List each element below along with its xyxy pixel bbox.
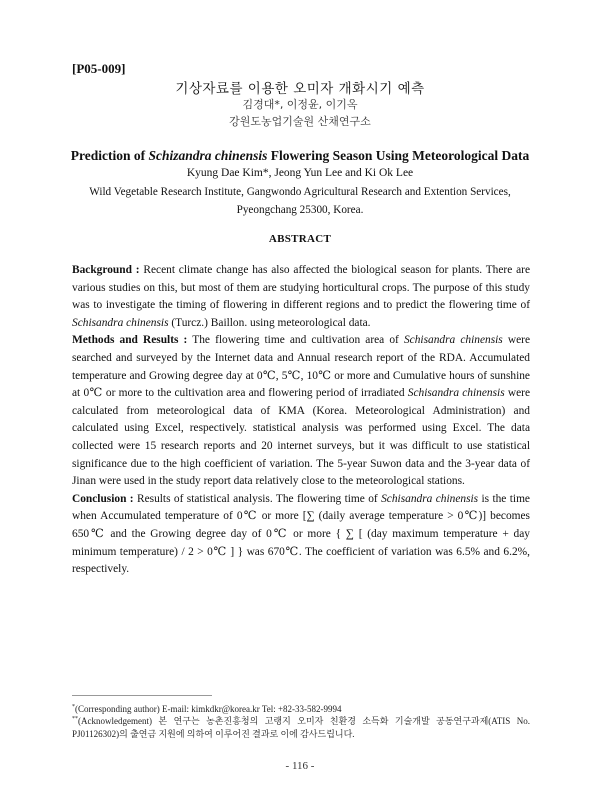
background-text-b: (Turcz.) Baillon. using meteorological data. <box>168 316 371 329</box>
background-text-a: Recent climate change has also affected the biological season for plants. There are various studies on this, but most of them are studying horticultural crops. The purpose of this study was to investigate the timing of flowering in different regions and to predict the flowering time of <box>72 264 530 312</box>
authors-english: Kyung Dae Kim*, Jeong Yun Lee and Ki Ok Lee <box>186 167 414 179</box>
affiliation-korean: 강원도농업기술원 산채연구소 <box>229 115 371 128</box>
methods-label: Methods and Results : <box>72 334 188 347</box>
affiliation-english <box>60 183 540 219</box>
footnote-mark-2: ** <box>72 716 78 722</box>
abstract-heading: ABSTRACT <box>268 233 332 245</box>
conclusion-text-b: is the time when Accumulated temperature of 0℃ or more [∑ (daily average temperature > 0℃)] becomes 650℃ and the Growing degree day of 0℃ or more { ∑ [ (day maximum temperature + day minimum temperature) / 2 > 0℃ ] } was 670℃. The coefficient of variation was 6.5% and 6.2%, respectively. <box>72 492 530 576</box>
authors-korean: 김경대*, 이정윤, 이기옥 <box>242 98 358 111</box>
conclusion-species: Schisandra chinensis <box>381 492 479 505</box>
title-en-suffix: Flowering Season Using Meteorological Data <box>267 148 530 163</box>
background-label: Background : <box>72 264 140 276</box>
footnote-text-1: (Corresponding author) E-mail: kimkdkr@korea.kr Tel: +82-33-582-9994 <box>75 704 342 714</box>
affiliation-en-line1: Wild Vegetable Research Institute, Gangwondo Agricultural Research and Extention Services, <box>89 186 511 198</box>
footnote-text-2: (Acknowledgement) 본 연구는 농촌진흥청의 고랭지 오미자 친환경 소득화 기술개발 공동연구과제(ATIS No. PJ01126302)의 출연금 지원에 의하여 이루어진 결과로 이에 감사드립니다. <box>72 716 530 739</box>
methods-text-a: The flowering time and cultivation area of <box>187 334 404 347</box>
footnote-mark-1: * <box>72 704 75 710</box>
page-number: - 116 - <box>285 760 315 772</box>
methods-species-1: Schisandra chinensis <box>403 334 503 347</box>
conclusion-paragraph <box>72 491 530 579</box>
title-en-prefix: Prediction of <box>70 148 149 163</box>
title-korean: 기상자료를 이용한 오미자 개화시기 예측 <box>175 81 425 97</box>
title-en-species: Schizandra chinensis <box>148 148 268 163</box>
conclusion-label: Conclusion : <box>72 492 134 505</box>
methods-text-c: were calculated from meteorological data of KMA (Korea. Meteorological Administration) and calculated using Excel, respectively. statistical analysis was performed using Excel. The data collected were 15 research reports and 20 internet surveys, but it was difficult to use statistical significance due to the high coefficient of variation. The 5-year Suwon data and the 3-year data of Jinan were used in the study report data relatively close to the meteorological stations. <box>72 387 531 488</box>
methods-text-b: were searched and surveyed by the Internet data and Annual research report of the RDA. Accumulated temperature and Growing degree day at 0℃, 5℃, 10℃ or more and Cumulative hours of sunshine at 0℃ or more to the cultivation area and flowering period of irradiated <box>72 334 530 400</box>
methods-paragraph <box>72 332 530 490</box>
title-english <box>40 148 560 164</box>
methods-species-2: Schisandra chinensis <box>407 387 505 400</box>
paper-code: [P05-009] <box>72 61 126 76</box>
background-paragraph <box>72 262 530 332</box>
abstract-body <box>72 262 530 579</box>
conclusion-text-a: Results of statistical analysis. The flowering time of <box>133 492 382 505</box>
background-species: Schisandra chinensis <box>72 316 169 329</box>
footnote-divider <box>72 695 212 696</box>
footnote-acknowledgement <box>72 713 530 741</box>
affiliation-en-line2: Pyeongchang 25300, Korea. <box>236 204 364 216</box>
